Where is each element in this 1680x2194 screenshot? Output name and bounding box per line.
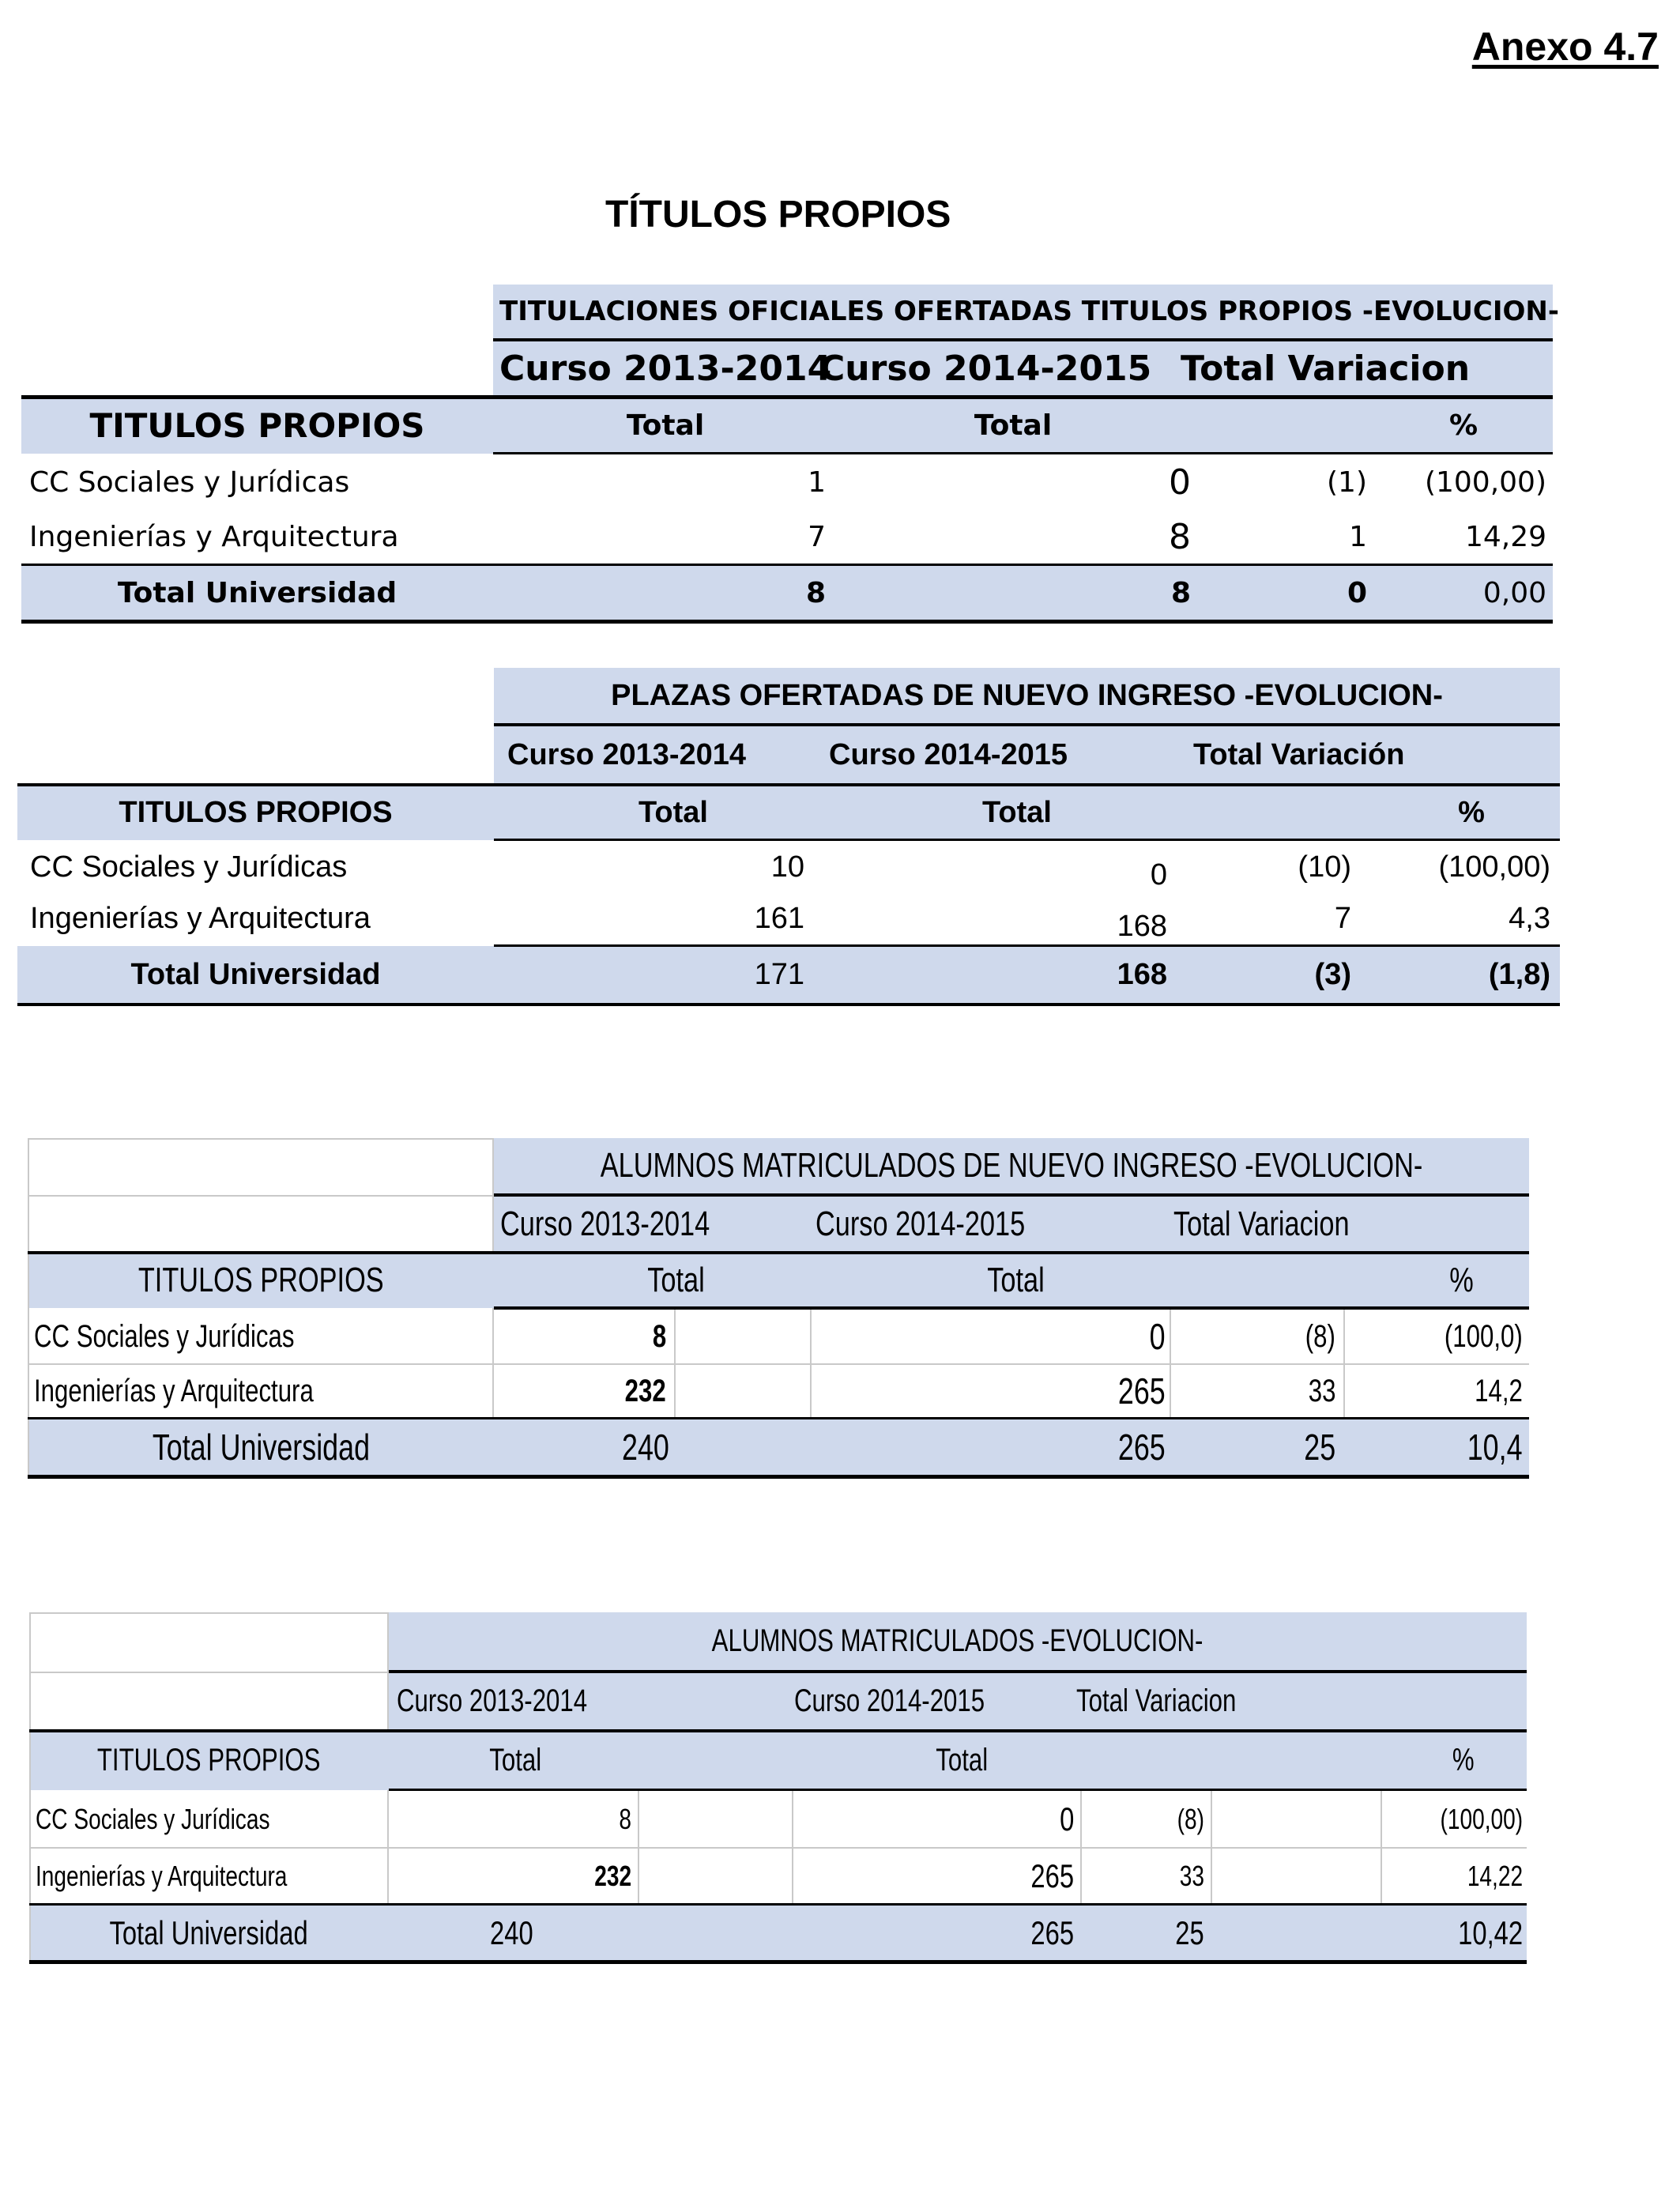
- subheader-total-2014: Total: [974, 409, 1053, 442]
- table-title: ALUMNOS MATRICULADOS DE NUEVO INGRESO -EVOLUCION-: [600, 1146, 1423, 1185]
- col-header-variation: Total Variacion: [1181, 348, 1471, 389]
- col-header-2014: Curso 2014-2015: [816, 1204, 1026, 1243]
- subheader-total-2014: Total: [936, 1743, 988, 1777]
- subheader-total-2013: Total: [626, 409, 705, 442]
- col-header-variation: Total Variacion: [1173, 1204, 1350, 1243]
- total-row: Total Universidad 171 168 (3) (1,8): [130, 958, 1550, 991]
- table-row: Ingenierías y Arquitectura 232 265 33 14,22: [36, 1857, 1523, 1894]
- row-header: TITULOS PROPIOS: [97, 1743, 321, 1777]
- row-header: TITULOS PROPIOS: [137, 1261, 384, 1299]
- subheader-total-2013: Total: [638, 795, 708, 829]
- col-header-variation: Total Variacion: [1076, 1683, 1237, 1718]
- col-header-2014: Curso 2014-2015: [829, 737, 1068, 771]
- table-title: PLAZAS OFERTADAS DE NUEVO INGRESO -EVOLUCION-: [611, 678, 1443, 712]
- table-alumnos-matriculados: [29, 1612, 1527, 1964]
- subheader-total-2013: Total: [646, 1261, 705, 1299]
- subheader-pct: %: [1449, 1261, 1475, 1299]
- subheader-pct: %: [1448, 409, 1478, 442]
- table-row: CC Sociales y Jurídicas 8 0 (8) (100,00): [36, 1800, 1523, 1838]
- table-title: TITULACIONES OFICIALES OFERTADAS TITULOS PROPIOS -EVOLUCION-: [499, 296, 1559, 327]
- table-row: CC Sociales y Jurídicas 1 0 (1) (100,00): [29, 462, 1546, 503]
- annex-label: Anexo 4.7: [1471, 25, 1659, 69]
- row-header: TITULOS PROPIOS: [89, 406, 425, 445]
- row-header: TITULOS PROPIOS: [119, 795, 393, 829]
- subheader-total-2014: Total: [986, 1261, 1045, 1299]
- col-header-2013: Curso 2013-2014: [499, 348, 832, 389]
- page-title: TÍTULOS PROPIOS: [605, 194, 951, 236]
- table-plazas-ofertadas: [17, 668, 1560, 1008]
- subheader-pct: %: [1452, 1743, 1475, 1777]
- col-header-2014: Curso 2014-2015: [819, 348, 1152, 389]
- table-row: Ingenierías y Arquitectura 232 265 33 14,2: [34, 1370, 1523, 1412]
- table-alumnos-nuevo-ingreso: [28, 1138, 1529, 1480]
- total-row: Total Universidad 240 265 25 10,42: [109, 1913, 1523, 1951]
- table-row: Ingenierías y Arquitectura 161 168 7 4,3: [30, 902, 1550, 943]
- table-row: CC Sociales y Jurídicas 10 0 (10) (100,00): [30, 850, 1550, 892]
- total-row: Total Universidad 240 265 25 10,4: [152, 1427, 1523, 1468]
- table-titulaciones-ofertadas: [21, 285, 1559, 624]
- col-header-2013: Curso 2013-2014: [397, 1683, 588, 1718]
- subheader-total-2014: Total: [982, 795, 1052, 829]
- total-row: Total Universidad 8 8 0 0,00: [117, 576, 1546, 609]
- col-header-2013: Curso 2013-2014: [507, 737, 747, 771]
- col-header-2014: Curso 2014-2015: [794, 1683, 985, 1718]
- table-row: CC Sociales y Jurídicas 8 0 (8) (100,0): [34, 1316, 1523, 1357]
- col-header-variation: Total Variación: [1193, 737, 1405, 771]
- table-row: Ingenierías y Arquitectura 7 8 1 14,29: [29, 516, 1546, 557]
- subheader-total-2013: Total: [489, 1743, 541, 1777]
- col-header-2013: Curso 2013-2014: [500, 1204, 710, 1243]
- table-title: ALUMNOS MATRICULADOS -EVOLUCION-: [712, 1623, 1203, 1658]
- subheader-pct: %: [1458, 795, 1485, 829]
